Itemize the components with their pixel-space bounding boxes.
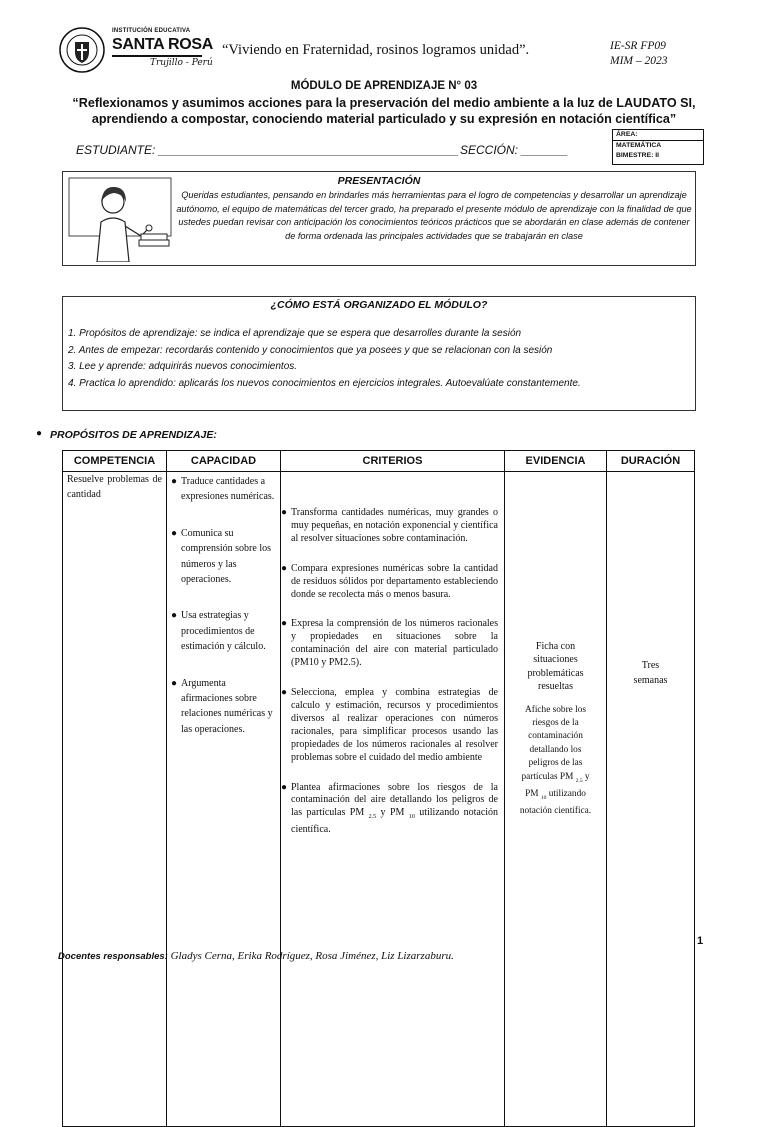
criterio-item: ● Plantea afirmaciones sobre los riesgos de la contaminación del aire detallando los peligros de las partículas PM $_{2.5}$ y PM $_{10}$ utilizando notación científica. <box>281 781 499 836</box>
school-type-label: INSTITUCIÓN EDUCATIVA <box>112 28 191 34</box>
area-info-box <box>612 129 704 165</box>
bullet-icon: ● <box>281 618 288 630</box>
subject-label: MATEMÁTICA <box>616 142 662 149</box>
footer-teachers: Gladys Cerna, Erika Rodríguez, Rosa Jiménez, Liz Lizarzaburu. <box>170 950 454 962</box>
footer <box>58 950 454 962</box>
bullet-icon: ● <box>281 507 288 518</box>
organization-title: ¿CÓMO ESTÁ ORGANIZADO EL MÓDULO? <box>270 299 488 311</box>
page-number: 1 <box>697 935 704 947</box>
organization-item: 4. Practica lo aprendido: aplicarás los nuevos conocimientos en ejercicios integrales. Autoevalúate constantemente. <box>68 378 581 389</box>
organization-item: 1. Propósitos de aprendizaje: se indica el aprendizaje que se espera que desarrolles durante la sesión <box>68 328 522 339</box>
section-field[interactable]: SECCIÓN: _______ <box>460 143 569 157</box>
school-name: SANTA ROSA <box>112 36 214 53</box>
capacidad-cell <box>167 472 281 1127</box>
header-criterios: CRITERIOS <box>281 451 505 472</box>
capacidad-item: ● Comunica su comprensión sobre los números y las operaciones. <box>171 527 271 586</box>
bullet-icon: ● <box>171 527 178 539</box>
divider <box>112 55 202 57</box>
criterio-item: ● Transforma cantidades numéricas, muy grandes o muy pequeñas, en notación exponencial y científica al resolver situaciones sobre contaminación. <box>281 507 498 544</box>
capacidad-item: ● Traduce cantidades a expresiones numéricas. <box>171 476 275 503</box>
duracion-text: Tres semanas <box>633 660 668 686</box>
school-city: Trujillo - Perú <box>150 58 213 68</box>
evidencia-ficha: Ficha con situaciones problemáticas resueltas <box>527 641 584 693</box>
learning-purposes-table <box>62 450 695 1127</box>
criterios-cell <box>281 472 505 1127</box>
evidencia-cell <box>505 472 607 1127</box>
school-crest-logo <box>58 26 106 74</box>
module-subtitle-line2: aprendiendo a compostar, conociendo material particulado y su expresión en notación científica” <box>91 112 677 126</box>
bullet-icon: ● <box>171 476 178 487</box>
area-label: ÁREA: <box>613 130 703 141</box>
table-header-row <box>63 451 695 472</box>
header-duracion: DURACIÓN <box>607 451 695 472</box>
module-subtitle-line1: “Reflexionamos y asumimos acciones para la preservación del medio ambiente a la luz de LAUDATO SI, <box>72 96 696 110</box>
student-name-field[interactable]: ESTUDIANTE: _____________________________________________ <box>76 143 459 157</box>
table-row <box>63 472 695 1127</box>
presentation-title: PRESENTACIÓN <box>337 175 421 187</box>
bullet-icon: ● <box>36 428 43 439</box>
footer-label: Docentes responsables: <box>58 951 168 962</box>
competencia-cell <box>63 472 167 1127</box>
bullet-icon: ● <box>281 687 288 699</box>
evidencia-afiche: Afiche sobre los riesgos de la contaminación detallando los peligros de las partículas PM $_{2.5}$ y PM $_{10}$ utilizando notación científica. <box>519 704 592 817</box>
bimester-label: BIMESTRE: II <box>616 152 660 159</box>
presentation-box <box>62 171 696 266</box>
document-code: IE-SR FP09 <box>610 40 666 52</box>
bullet-icon: ● <box>171 677 178 689</box>
capacidad-item: ● Argumenta afirmaciones sobre relaciones numéricas y las operaciones. <box>171 677 273 735</box>
organization-item: 3. Lee y aprende: adquirirás nuevos conocimientos. <box>68 361 298 372</box>
document-year-code: MIM – 2023 <box>610 55 668 67</box>
module-title: MÓDULO DE APRENDIZAJE N° 03 <box>290 80 478 92</box>
header-capacidad: CAPACIDAD <box>167 451 281 472</box>
teacher-illustration <box>67 176 173 262</box>
school-motto: “Viviendo en Fraternidad, rosinos logramos unidad”. <box>222 42 530 58</box>
header-evidencia: EVIDENCIA <box>505 451 607 472</box>
bullet-icon: ● <box>171 610 178 622</box>
presentation-text: Queridas estudiantes, pensando en brindarles más herramientas para el logro de competencias y desarrollar un aprendizaje autónomo, el equipo de matemáticas del tercer grado, ha preparado el presente módulo de aprendizaje con la finalidad de que ustedes puedan revisar con anticipación los conocimientos teóricos prácticos que se abordarán en clase además de contener de forma ordenada las principales actividades que se trabajarán en clase <box>176 190 692 241</box>
header-competencia: COMPETENCIA <box>63 451 167 472</box>
competencia-text: Resuelve problemas de cantidad <box>67 474 162 500</box>
criterio-item: ● Expresa la comprensión de los números racionales y propiedades en situaciones sobre la contaminación del aire con material particulado (PM10 y PM2.5). <box>281 618 498 669</box>
module-organization-box <box>62 296 696 411</box>
purposes-heading: PROPÓSITOS DE APRENDIZAJE: <box>50 429 217 441</box>
capacidad-item: ● Usa estrategias y procedimientos de estimación y cálculo. <box>171 610 266 653</box>
duracion-cell <box>607 472 695 1127</box>
criterio-item: ● Selecciona, emplea y combina estrategias de calculo y estimación, recursos y procedimientos diversos al realizar operaciones con números racionales, para simplificar procesos usando las propiedades de los números racionales al resolver problemas sobre el cuidado del medio ambiente <box>281 687 498 763</box>
bullet-icon: ● <box>281 562 288 574</box>
criterio-item: ● Compara expresiones numéricas sobre la cantidad de residuos sólidos por departamento estableciendo donde se recolecta más o menos basura. <box>281 562 498 600</box>
bullet-icon: ● <box>281 781 288 793</box>
organization-item: 2. Antes de empezar: recordarás contenido y conocimientos que ya posees y que se relacionan con la sesión <box>68 345 553 356</box>
